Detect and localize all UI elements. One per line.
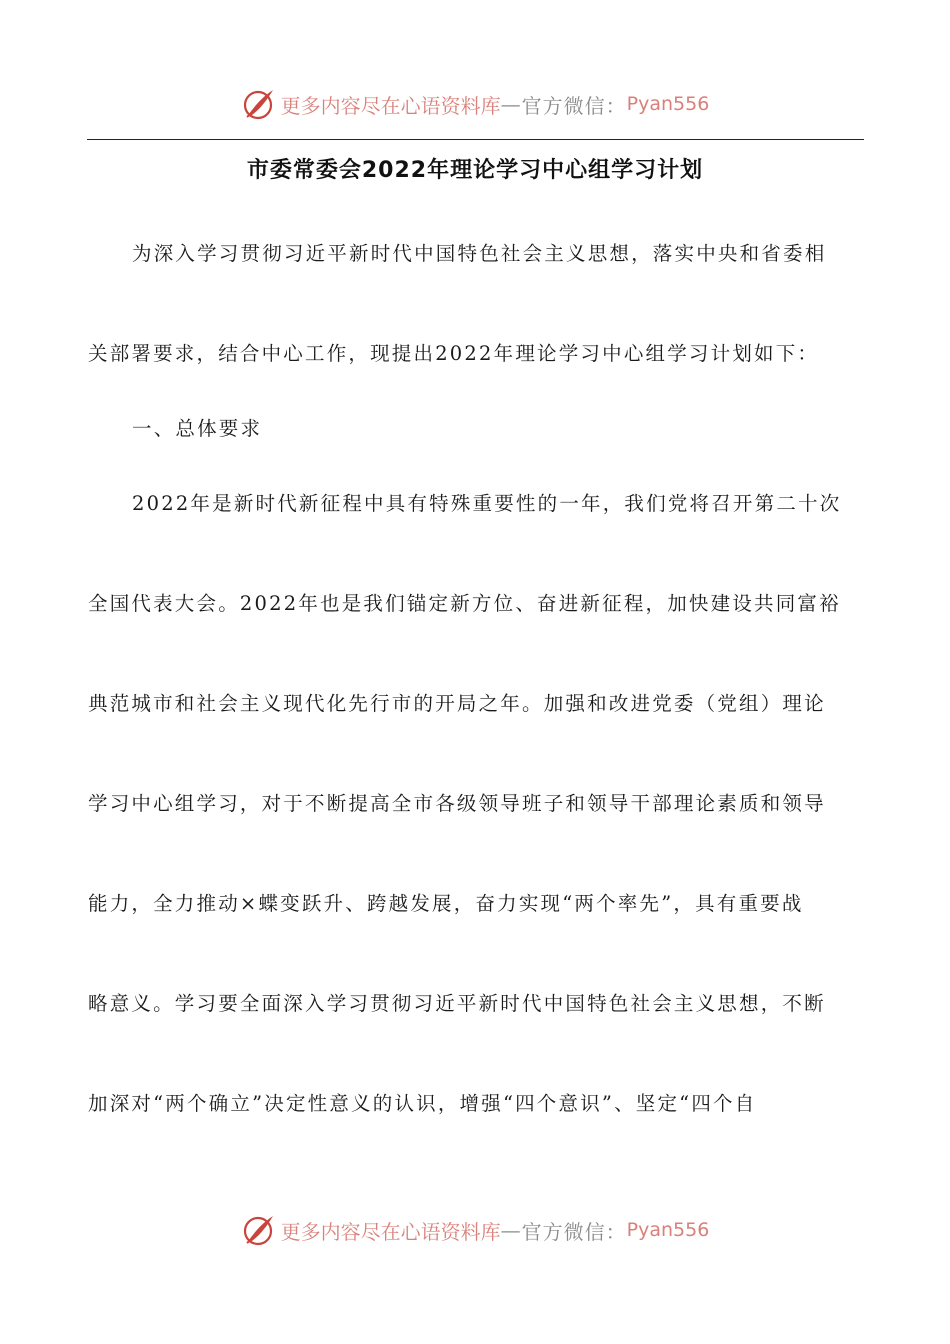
document-title: 市委常委会2022年理论学习中心组学习计划 — [246, 158, 704, 183]
banner-wechat-label: 官方微信： — [521, 1219, 627, 1244]
body-line: 全国代表大会。2022年也是我们锚定新方位、奋进新征程，加快建设共同富裕 — [88, 592, 841, 615]
body-line: 能力，全力推动×蝶变跃升、跨越发展，奋力实现“两个率先”，具有重要战 — [88, 892, 804, 915]
header-divider — [87, 139, 864, 140]
quill-logo-icon — [241, 86, 277, 122]
body-line: 学习中心组学习，对于不断提高全市各级领导班子和领导干部理论素质和领导 — [88, 792, 826, 815]
banner-wechat-label: 官方微信： — [521, 93, 627, 118]
body-line: 2022年是新时代新征程中具有特殊重要性的一年，我们党将召开第二十次 — [132, 492, 842, 515]
footer-banner — [0, 1210, 950, 1250]
banner-site-text: 更多内容尽在心语资料库 — [280, 93, 501, 118]
header-banner — [0, 84, 950, 124]
banner-separator: — — [500, 1218, 522, 1242]
quill-logo-icon — [241, 1212, 277, 1248]
body-line: 略意义。学习要全面深入学习贯彻习近平新时代中国特色社会主义思想，不断 — [88, 992, 826, 1015]
banner-wechat-id: Pyan556 — [626, 1219, 710, 1241]
banner-separator: — — [500, 92, 522, 116]
body-line: 为深入学习贯彻习近平新时代中国特色社会主义思想，落实中央和省委相 — [132, 242, 827, 265]
body-line: 关部署要求，结合中心工作，现提出2022年理论学习中心组学习计划如下： — [88, 342, 820, 365]
section-heading: 一、总体要求 — [132, 417, 263, 440]
body-line: 加深对“两个确立”决定性意义的认识，增强“四个意识”、坚定“四个自 — [88, 1092, 757, 1115]
body-line: 典范城市和社会主义现代化先行市的开局之年。加强和改进党委（党组）理论 — [88, 692, 826, 715]
banner-wechat-id: Pyan556 — [626, 93, 710, 115]
banner-site-text: 更多内容尽在心语资料库 — [280, 1219, 501, 1244]
